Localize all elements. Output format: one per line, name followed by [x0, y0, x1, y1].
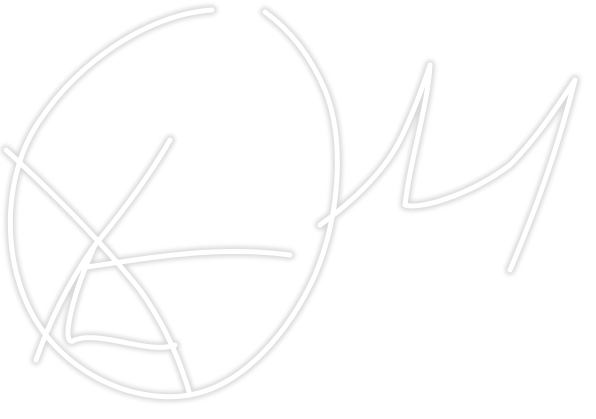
- m-stroke: [320, 65, 575, 270]
- m-core: [320, 65, 575, 270]
